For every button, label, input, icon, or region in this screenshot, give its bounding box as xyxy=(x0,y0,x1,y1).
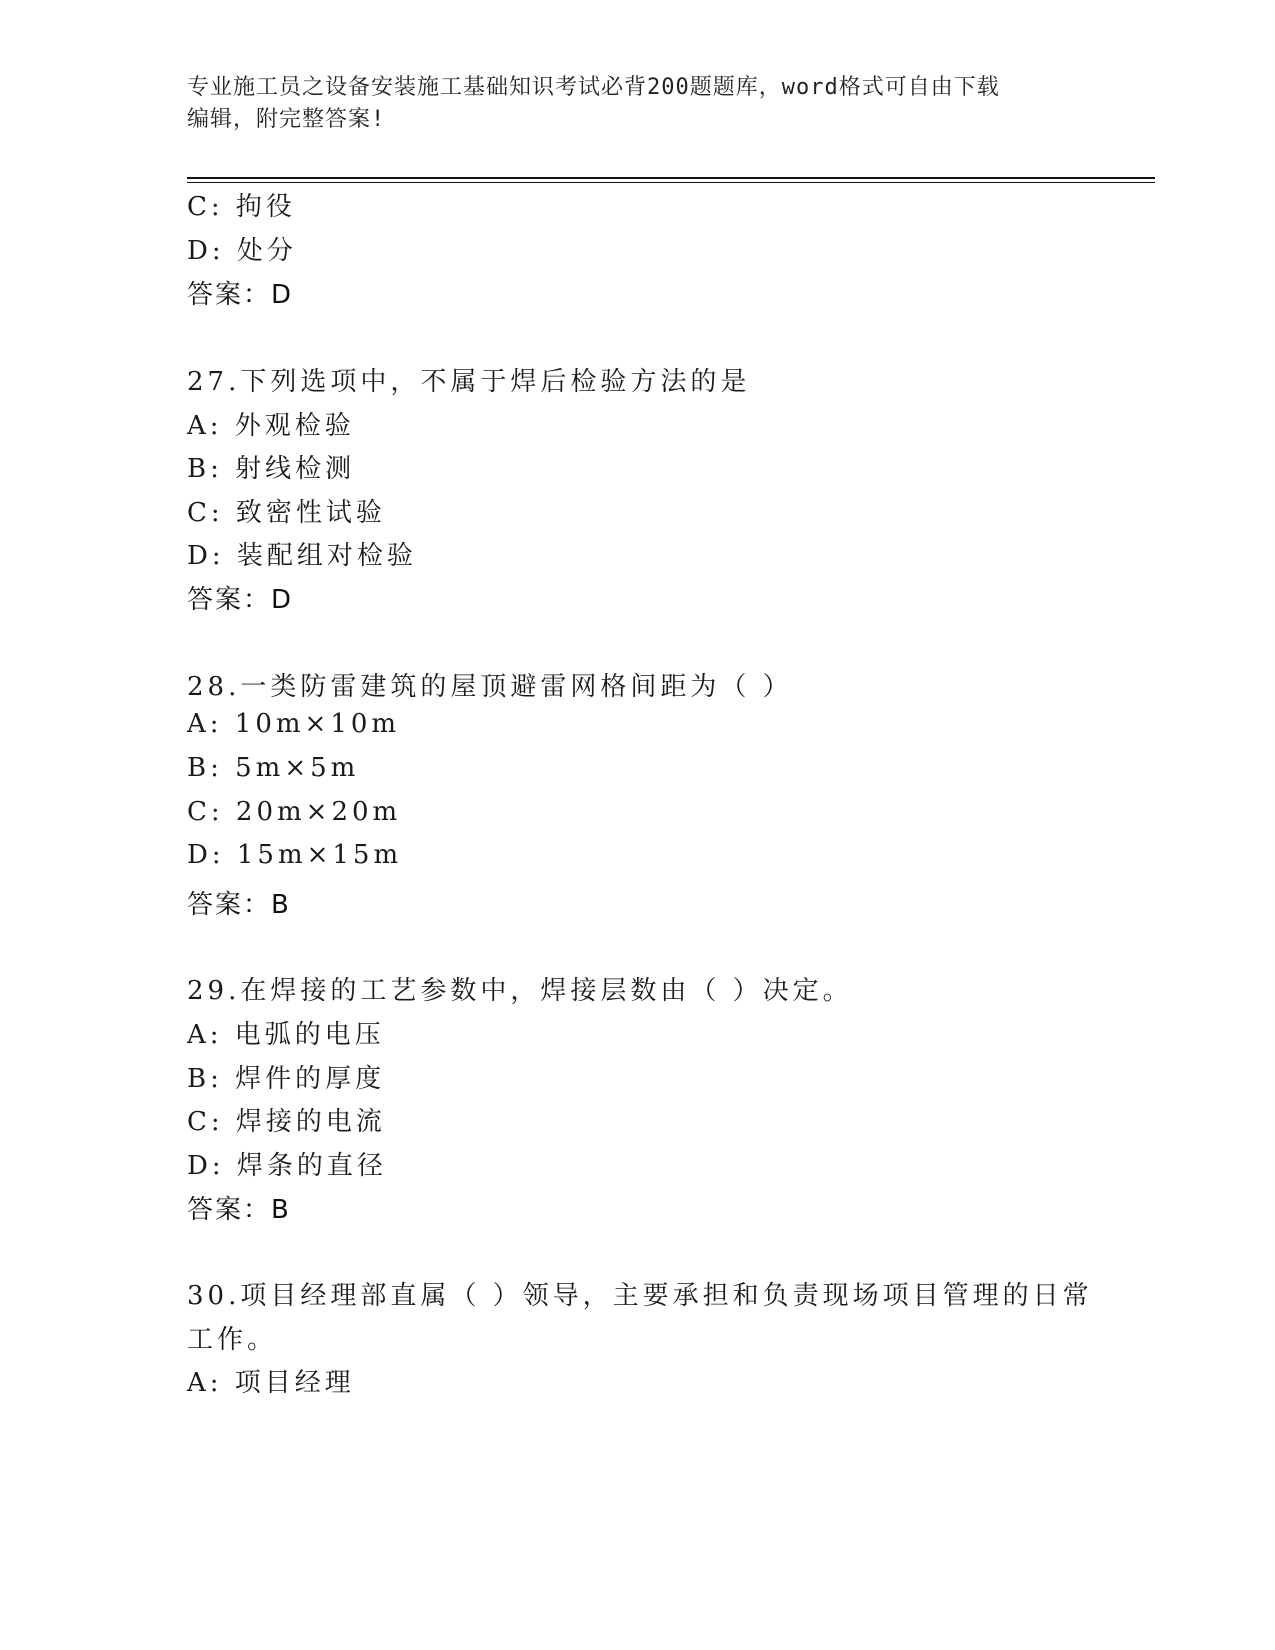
option-b: B: 射线检测 xyxy=(187,454,356,484)
option-c: C: 拘役 xyxy=(187,192,296,222)
header-title-line-1: 专业施工员之设备安装施工基础知识考试必背200题题库，word格式可自由下载 xyxy=(187,75,1000,100)
option-d: D: 焊条的直径 xyxy=(187,1151,387,1181)
option-c: C: 致密性试验 xyxy=(187,498,386,528)
option-a: A: 电弧的电压 xyxy=(187,1020,385,1050)
option-c: C: 焊接的电流 xyxy=(187,1107,386,1137)
question-stem-27: 27.下列选项中，不属于焊后检验方法的是 xyxy=(187,367,751,397)
option-a: A: 外观检验 xyxy=(187,411,355,441)
question-stem-29: 29.在焊接的工艺参数中，焊接层数由（ ）决定。 xyxy=(187,976,853,1006)
option-d: D: 15m×15m xyxy=(187,840,403,870)
answer-line: 答案：B xyxy=(187,1195,291,1225)
option-d: D: 装配组对检验 xyxy=(187,541,417,571)
option-b: B: 5m×5m xyxy=(187,753,360,783)
header-title-line-2: 编辑，附完整答案! xyxy=(187,107,386,132)
option-a: A: 项目经理 xyxy=(187,1368,355,1398)
answer-line: 答案：B xyxy=(187,890,291,920)
answer-line: 答案：D xyxy=(187,585,294,615)
question-stem-30-line-2: 工作。 xyxy=(187,1325,278,1355)
option-c: C: 20m×20m xyxy=(187,797,402,827)
header-divider-thin xyxy=(187,182,1155,183)
option-b: B: 焊件的厚度 xyxy=(187,1064,386,1094)
option-a: A: 10m×10m xyxy=(187,709,401,739)
option-d: D: 处分 xyxy=(187,236,297,266)
document-header xyxy=(187,72,1067,136)
question-stem-30-line-1: 30.项目经理部直属（ ）领导，主要承担和负责现场项目管理的日常 xyxy=(187,1281,1093,1311)
header-divider-thick xyxy=(187,177,1155,179)
answer-line: 答案：D xyxy=(187,280,294,310)
question-stem-28: 28.一类防雷建筑的屋顶避雷网格间距为（ ） xyxy=(187,672,793,702)
